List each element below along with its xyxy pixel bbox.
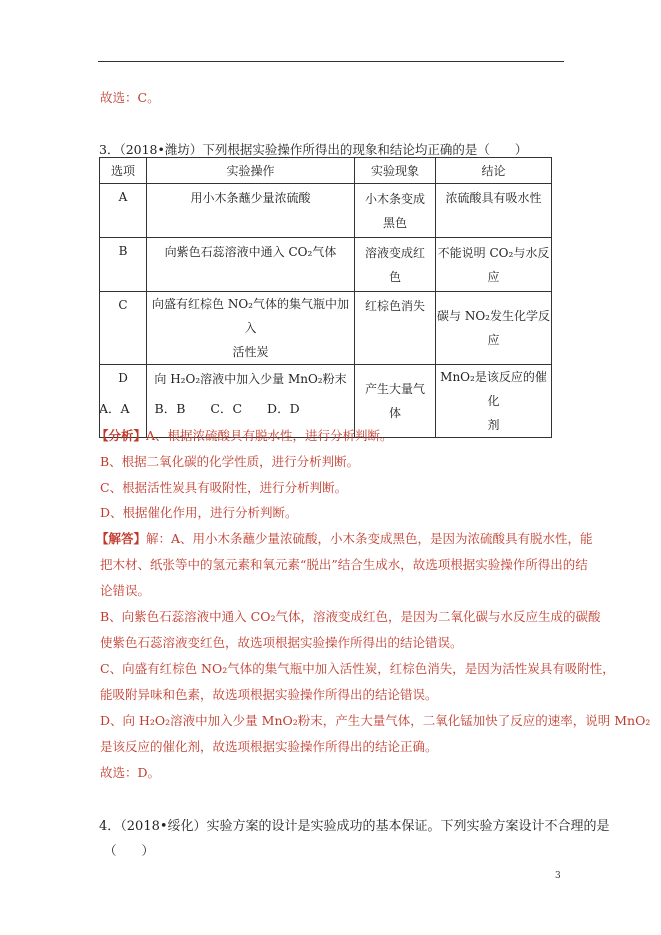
row-phenomenon: 产生大量气 体 [355,365,436,438]
solution-line-3: 论错误。 [100,583,151,598]
table-row [100,184,552,238]
row-conclusion: 不能说明 CO₂与水反 应 [436,238,552,292]
solution-line-5: 使紫色石蕊溶液变红色，故选项根据实验操作所得出的结论错误。 [100,635,463,650]
solution-line-6: C、向盛有红棕色 NO₂气体的集气瓶中加入活性炭，红棕色消失，是因为活性炭具有吸附性， [100,661,615,676]
row-option: B [100,238,147,292]
solution-line-9: 是该反应的催化剂，故选项根据实验操作所得出的结论正确。 [100,739,438,754]
analysis-line-2: B、根据二氧化碳的化学性质，进行分析判断。 [100,454,360,469]
solution-line-1: 【解答】解：A、用小木条蘸少量浓硫酸，小木条变成黑色，是因为浓硫酸具有脱水性，能 [96,531,593,546]
q4-title: 4．（2018•绥化）实验方案的设计是实验成功的基本保证。下列实验方案设计不合理的是 [99,819,610,834]
row-phenomenon: 小木条变成 黑色 [355,184,436,238]
q4-bracket: （ ） [104,843,155,858]
row-phenomenon: 红棕色消失 [355,292,436,365]
row-option: D [100,365,147,438]
q3-answer: 故选：D。 [100,765,161,780]
q3-table [99,157,552,438]
q3-options: A．A B．B C．C D．D [99,401,300,416]
table-row [100,292,552,365]
analysis-line-4: D、根据催化作用，进行分析判断。 [100,505,298,520]
solution-line-7: 能吸附异味和色素，故选项根据实验操作所得出的结论错误。 [100,687,438,702]
table-header-row [100,158,552,184]
row-operation: 向 H₂O₂溶液中加入少量 MnO₂粉末 [147,365,355,438]
row-conclusion: 浓硫酸具有吸水性 [436,184,552,238]
header-phenomenon: 实验现象 [355,158,436,184]
header-option: 选项 [100,158,147,184]
q3-title: 3．（2018•潍坊）下列根据实验操作所得出的现象和结论均正确的是（ ） [99,142,528,157]
analysis-line-1: 【分析】A、根据浓硫酸具有脱水性，进行分析判断。 [96,428,393,443]
row-option: C [100,292,147,365]
header-conclusion: 结论 [436,158,552,184]
analysis-line-3: C、根据活性炭具有吸附性，进行分析判断。 [100,480,348,495]
page-number: 3 [555,871,561,881]
analysis-tag: 【分析】 [96,428,147,443]
solution-line-8: D、向 H₂O₂溶液中加入少量 MnO₂粉末，产生大量气体，二氧化锰加快了反应的速率，说明 MnO₂ [100,713,651,728]
solution-line-2: 把木材、纸张等中的氢元素和氧元素“脱出”结合生成水，故选项根据实验操作所得出的结 [100,557,588,572]
row-operation: 向盛有红棕色 NO₂气体的集气瓶中加入 活性炭 [147,292,355,365]
solution-tag: 【解答】 [96,531,147,546]
row-conclusion: 碳与 NO₂发生化学反 应 [436,292,552,365]
header-operation: 实验操作 [147,158,355,184]
row-conclusion: MnO₂是该反应的催化 剂 [436,365,552,438]
row-operation: 向紫色石蕊溶液中通入 CO₂气体 [147,238,355,292]
table-row [100,238,552,292]
row-phenomenon: 溶液变成红 色 [355,238,436,292]
row-operation: 用小木条蘸少量浓硫酸 [147,184,355,238]
solution-line-4: B、向紫色石蕊溶液中通入 CO₂气体，溶液变成红色，是因为二氧化碳与水反应生成的碳酸 [100,609,601,624]
row-option: A [100,184,147,238]
prev-answer: 故选：C。 [100,90,160,105]
header-rule [98,61,564,62]
